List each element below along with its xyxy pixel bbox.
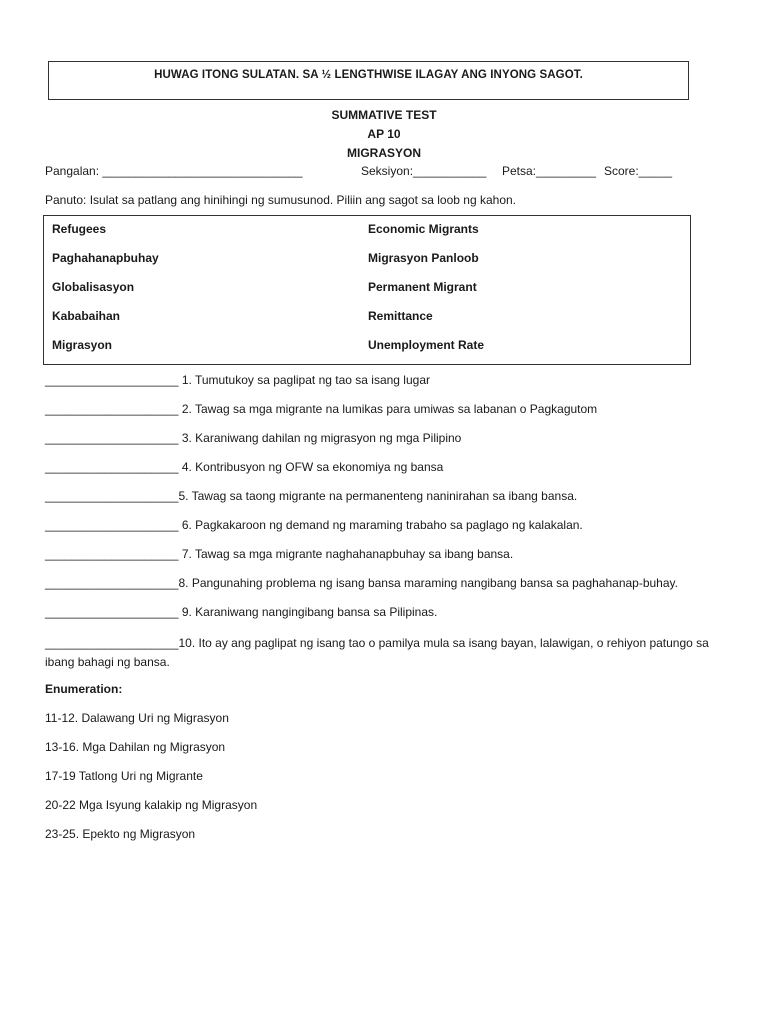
enumeration-title: Enumeration: xyxy=(45,682,123,696)
question-text: 7. Tawag sa mga migrante naghahanapbuhay sa ibang bansa. xyxy=(181,547,514,561)
question-item xyxy=(45,518,583,532)
answer-blank[interactable]: ____________________ xyxy=(45,431,179,445)
answer-blank[interactable]: ____________________ xyxy=(45,489,179,503)
date-field[interactable]: Petsa:_________ xyxy=(502,164,597,178)
notice-box xyxy=(48,61,689,100)
question-text: 1. Tumutukoy sa paglipat ng tao sa isang lugar xyxy=(181,373,430,387)
answer-blank[interactable]: ____________________ xyxy=(45,547,179,561)
question-item xyxy=(45,547,513,561)
name-field[interactable]: Pangalan: ______________________________ xyxy=(45,164,303,178)
score-field[interactable]: Score:_____ xyxy=(604,164,673,178)
question-item xyxy=(45,605,437,619)
enumeration-item: 11-12. Dalawang Uri ng Migrasyon xyxy=(45,711,229,725)
choice-item: Globalisasyon xyxy=(52,280,135,294)
question-text: 10. Ito ay ang paglipat ng isang tao o pamilya mula sa isang bayan, lalawigan, o rehiyon patungo sa ibang bahagi ng bansa. xyxy=(45,636,709,669)
question-text: 2. Tawag sa mga migrante na lumikas para umiwas sa labanan o Pagkagutom xyxy=(181,402,598,416)
instructions: Panuto: Isulat sa patlang ang hinihingi ng sumusunod. Piliin ang sagot sa loob ng kahon. xyxy=(45,193,516,207)
question-item xyxy=(45,576,678,590)
enumeration-item: 13-16. Mga Dahilan ng Migrasyon xyxy=(45,740,226,754)
question-text: 3. Karaniwang dahilan ng migrasyon ng mga Pilipino xyxy=(181,431,462,445)
choice-item: Permanent Migrant xyxy=(368,280,477,294)
student-info-row xyxy=(45,164,745,182)
notice-text: HUWAG ITONG SULATAN. SA ½ LENGTHWISE ILAGAY ANG INYONG SAGOT. xyxy=(154,69,583,81)
answer-blank[interactable]: ____________________ xyxy=(45,576,179,590)
answer-blank[interactable]: ____________________ xyxy=(45,402,179,416)
question-item xyxy=(45,489,577,503)
answer-blank[interactable]: ____________________ xyxy=(45,636,179,650)
choice-item: Unemployment Rate xyxy=(368,338,485,352)
question-item xyxy=(45,402,597,416)
enumeration-item: 17-19 Tatlong Uri ng Migrante xyxy=(45,769,203,783)
question-text: 9. Karaniwang nangingibang bansa sa Pilipinas. xyxy=(181,605,438,619)
enumeration-item: 23-25. Epekto ng Migrasyon xyxy=(45,827,196,841)
choice-item: Migrasyon Panloob xyxy=(368,251,479,265)
question-item xyxy=(45,373,430,387)
test-title: SUMMATIVE TEST xyxy=(331,108,437,122)
question-item xyxy=(45,634,725,672)
section-field[interactable]: Seksiyon:___________ xyxy=(361,164,487,178)
choice-item: Migrasyon xyxy=(52,338,113,352)
choices-box xyxy=(43,215,691,365)
choice-item: Paghahanapbuhay xyxy=(52,251,159,265)
enumeration-item: 20-22 Mga Isyung kalakip ng Migrasyon xyxy=(45,798,258,812)
choice-item: Economic Migrants xyxy=(368,222,479,236)
answer-blank[interactable]: ____________________ xyxy=(45,373,179,387)
question-text: 6. Pagkakaroon ng demand ng maraming trabaho sa paglago ng kalakalan. xyxy=(181,518,583,532)
topic-title: MIGRASYON xyxy=(346,146,421,160)
choice-item: Kababaihan xyxy=(52,309,121,323)
question-text: 5. Tawag sa taong migrante na permanenteng naninirahan sa ibang bansa. xyxy=(178,489,578,503)
answer-blank[interactable]: ____________________ xyxy=(45,605,179,619)
choice-item: Refugees xyxy=(52,222,107,236)
question-text: 8. Pangunahing problema ng isang bansa maraming nangibang bansa sa paghahanap-buhay. xyxy=(178,576,678,590)
question-item xyxy=(45,460,443,474)
answer-blank[interactable]: ____________________ xyxy=(45,460,179,474)
question-text: 4. Kontribusyon ng OFW sa ekonomiya ng bansa xyxy=(181,460,444,474)
question-item xyxy=(45,431,461,445)
answer-blank[interactable]: ____________________ xyxy=(45,518,179,532)
choice-item: Remittance xyxy=(368,309,433,323)
subject-code: AP 10 xyxy=(367,127,401,141)
